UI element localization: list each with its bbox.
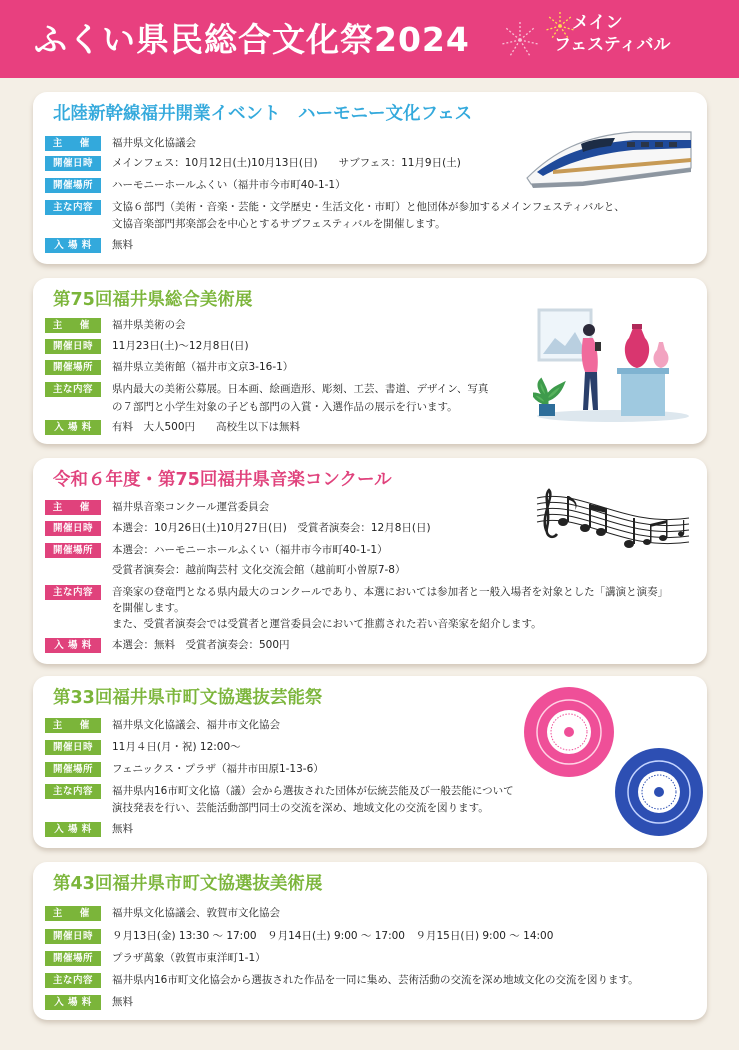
organizer-value: 福井県文化協議会、福井市文化協会 [112,719,280,731]
venue-label: 開催場所 [45,951,101,966]
admission-label: 入 場 料 [45,420,101,435]
dates-label: 開催日時 [45,740,101,755]
admission-value: 無料 [112,996,133,1008]
organizer-label: 主 催 [45,318,101,333]
page-title: ふくい県民総合文化祭2024 [34,20,470,59]
subtitle-line1: メイン [572,13,623,33]
bullet-train-icon [523,122,695,192]
admission-label: 入 場 料 [45,638,101,653]
dates-label: 開催日時 [45,339,101,354]
organizer-label: 主 催 [45,136,101,151]
event-title: 令和６年度・第75回福井県音楽コンクール [53,470,392,490]
venue-label: 開催場所 [45,360,101,375]
dates-value: 本選会：10月26日(土)10月27日(日) 受賞者演奏会：12月8日(日) [112,522,431,534]
event-card-art-exhibition [33,278,707,444]
dates-label: 開催日時 [45,929,101,944]
venue-label: 開催場所 [45,178,101,193]
content-label: 主な内容 [45,585,101,600]
venue-value: プラザ萬象（敦賀市東洋町1-1） [112,952,266,964]
content-line-1: 文協６部門（美術・音楽・芸能・文学歴史・生活文化・市町）と他団体が参加するメインフェスティバルと、 [112,201,625,213]
organizer-label: 主 催 [45,906,101,921]
organizer-value: 福井県文化協議会 [112,137,196,149]
venue-line-2: 受賞者演奏会：越前陶芸村 文化交流会館（越前町小曽原7-8） [112,564,406,576]
organizer-label: 主 催 [45,718,101,733]
dates-value: 11月23日(土)～12月8日(日) [112,340,249,352]
organizer-value: 福井県文化協議会、敦賀市文化協会 [112,907,280,919]
admission-label: 入 場 料 [45,822,101,837]
music-notes-icon [533,488,693,562]
content-label: 主な内容 [45,973,101,988]
event-card-harmony-fes [33,92,707,264]
content-line-3: また、受賞者演奏会では受賞者と運営委員会において推薦された若い音楽家を紹介します。 [112,618,542,630]
content-line-2: 演技発表を行い、芸能活動部門同士の交流を深め、地域文化の交流を図ります。 [112,802,489,814]
admission-value: 無料 [112,239,133,251]
content-line-1: 福井県内16市町文化協（議）会から選抜された団体が伝統芸能及び一般芸能について [112,785,514,797]
dates-value: ９月13日(金) 13:30 ～ 17:00 ９月14日(土) 9:00 ～ 17:00 ９月15日(日) 9:00 ～ 14:00 [112,930,554,942]
organizer-value: 福井県美術の会 [112,319,186,331]
event-card-art-selection [33,862,707,1020]
event-title: 第75回福井県総合美術展 [53,290,253,310]
dates-label: 開催日時 [45,156,101,171]
dates-value: 11月４日(月・祝) 12:00～ [112,741,241,753]
venue-line-1: 本選会：ハーモニーホールふくい（福井市今市町40-1-1） [112,544,388,556]
admission-label: 入 場 料 [45,995,101,1010]
venue-label: 開催場所 [45,762,101,777]
event-title: 北陸新幹線福井開業イベント ハーモニー文化フェス [53,104,473,124]
header-banner [0,0,739,78]
content-line-1: 県内最大の美術公募展。日本画、絵画造形、彫刻、工芸、書道、デザイン、写真 [112,383,489,395]
admission-value: 本選会：無料 受賞者演奏会：500円 [112,639,290,651]
venue-value: 福井県立美術館（福井市文京3-16-1） [112,361,294,373]
venue-value: ハーモニーホールふくい（福井市今市町40-1-1） [112,179,346,191]
venue-label: 開催場所 [45,543,101,558]
content-line-1: 音楽家の登竜門となる県内最大のコンクールであり、本選においては参加者と一般入場者を対象とした「講演と演奏」 [112,586,669,598]
museum-visitor-icon [533,298,693,424]
dates-value: メインフェス：10月12日(土)10月13日(日) サブフェス：11月9日(土) [112,157,461,169]
organizer-label: 主 催 [45,500,101,515]
content-line-1: 福井県内16市町文化協会から選抜された作品を一同に集め、芸術活動の交流を深め地域文化の交流を図ります。 [112,974,639,986]
content-line-2: の７部門と小学生対象の子ども部門の入賞・入選作品の展示を行います。 [112,401,458,413]
venue-value: フェニックス・プラザ（福井市田原1-13-6） [112,763,324,775]
content-label: 主な内容 [45,784,101,799]
event-title: 第43回福井県市町文協選抜美術展 [53,874,323,894]
content-line-2: 文協音楽部門邦楽部会を中心とするサブフェスティバルを開催します。 [112,218,446,230]
event-card-performing-arts [33,676,707,848]
admission-label: 入 場 料 [45,238,101,253]
content-label: 主な内容 [45,382,101,397]
header-subtitle [554,12,671,56]
event-card-music-contest [33,458,707,664]
organizer-value: 福井県音楽コンクール運営委員会 [112,501,270,513]
dates-label: 開催日時 [45,521,101,536]
subtitle-line2: フェスティバル [554,35,671,55]
content-label: 主な内容 [45,200,101,215]
content-line-2: を開催します。 [112,602,185,614]
japanese-umbrella-icon [521,684,707,844]
event-title: 第33回福井県市町文協選抜芸能祭 [53,688,323,708]
admission-value: 無料 [112,823,133,835]
admission-value: 有料 大人500円 高校生以下は無料 [112,421,301,433]
